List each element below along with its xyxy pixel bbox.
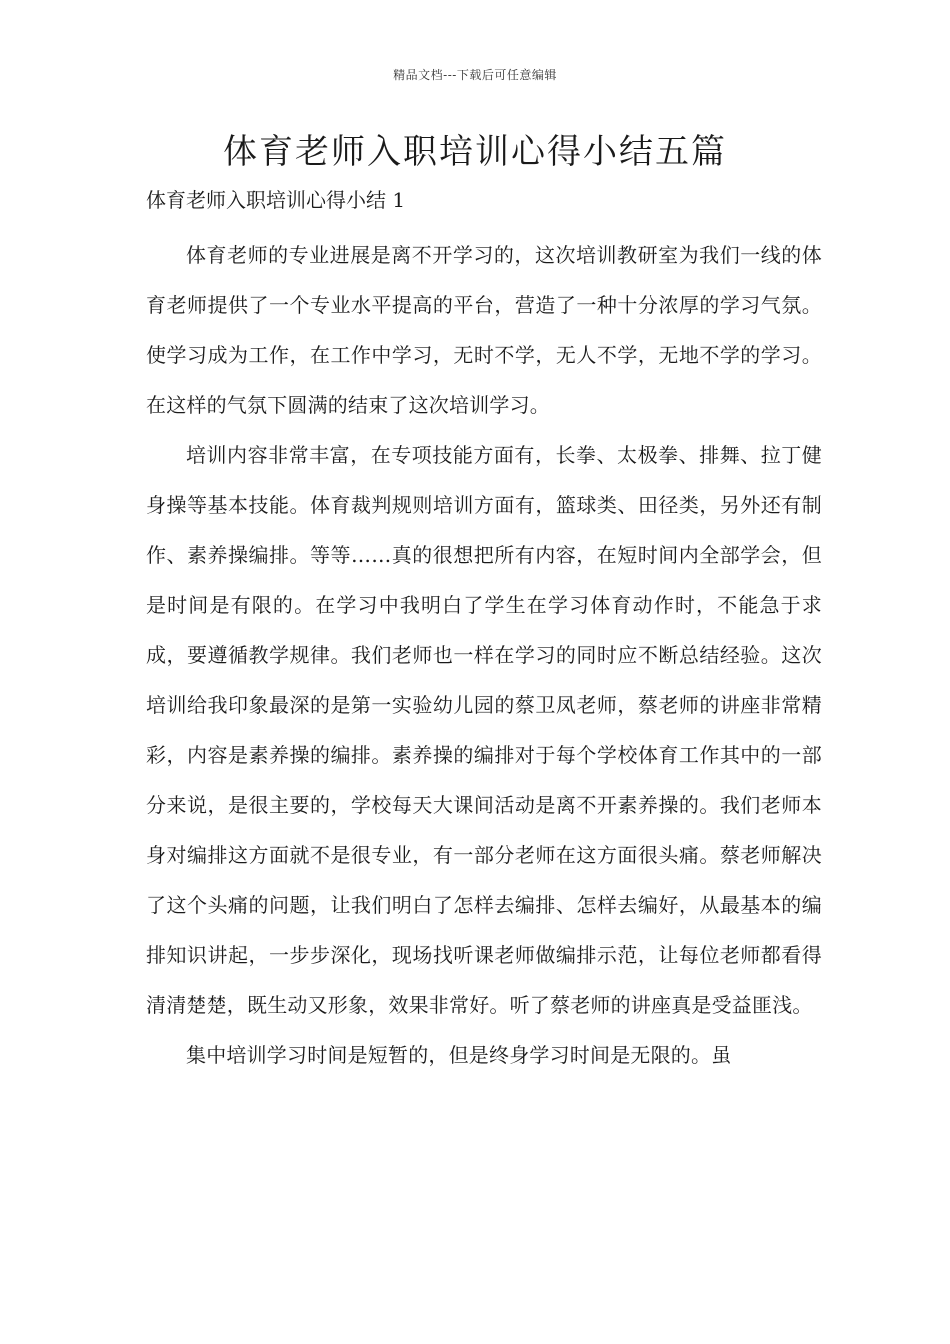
body-text [146, 230, 822, 1080]
header-note: 精品文档---下载后可任意编辑 [393, 68, 557, 82]
document-title: 体育老师入职培训心得小结五篇 [223, 132, 727, 172]
paragraph-2: 培训内容非常丰富，在专项技能方面有，长拳、太极拳、排舞、拉丁健身操等基本技能。体育裁判规则培训方面有，篮球类、田径类，另外还有制作、素养操编排。等等……真的很想把所有内容，在短时间内全部学会，但是时间是有限的。在学习中我明白了学生在学习体育动作时，不能急于求成，要遵循教学规律。我们老师也一样在学习的同时应不断总结经验。这次培训给我印象最深的是第一实验幼儿园的蔡卫凤老师，蔡老师的讲座非常精彩，内容是素养操的编排。素养操的编排对于每个学校体育工作其中的一部分来说，是很主要的，学校每天大课间活动是离不开素养操的。我们老师本身对编排这方面就不是很专业，有一部分老师在这方面很头痛。蔡老师解决了这个头痛的问题，让我们明白了怎样去编排、怎样去编好，从最基本的编排知识讲起，一步步深化，现场找听课老师做编排示范，让每位老师都看得清清楚楚，既生动又形象，效果非常好。听了蔡老师的讲座真是受益匪浅。 [146, 443, 822, 1017]
section-heading: 体育老师入职培训心得小结 1 [146, 188, 406, 212]
paragraph-1: 体育老师的专业进展是离不开学习的，这次培训教研室为我们一线的体育老师提供了一个专业水平提高的平台，营造了一种十分浓厚的学习气氛。使学习成为工作，在工作中学习，无时不学，无人不学，无地不学的学习。在这样的气氛下圆满的结束了这次培训学习。 [146, 243, 822, 417]
paragraph-3: 集中培训学习时间是短暂的，但是终身学习时间是无限的。虽 [186, 1043, 732, 1067]
